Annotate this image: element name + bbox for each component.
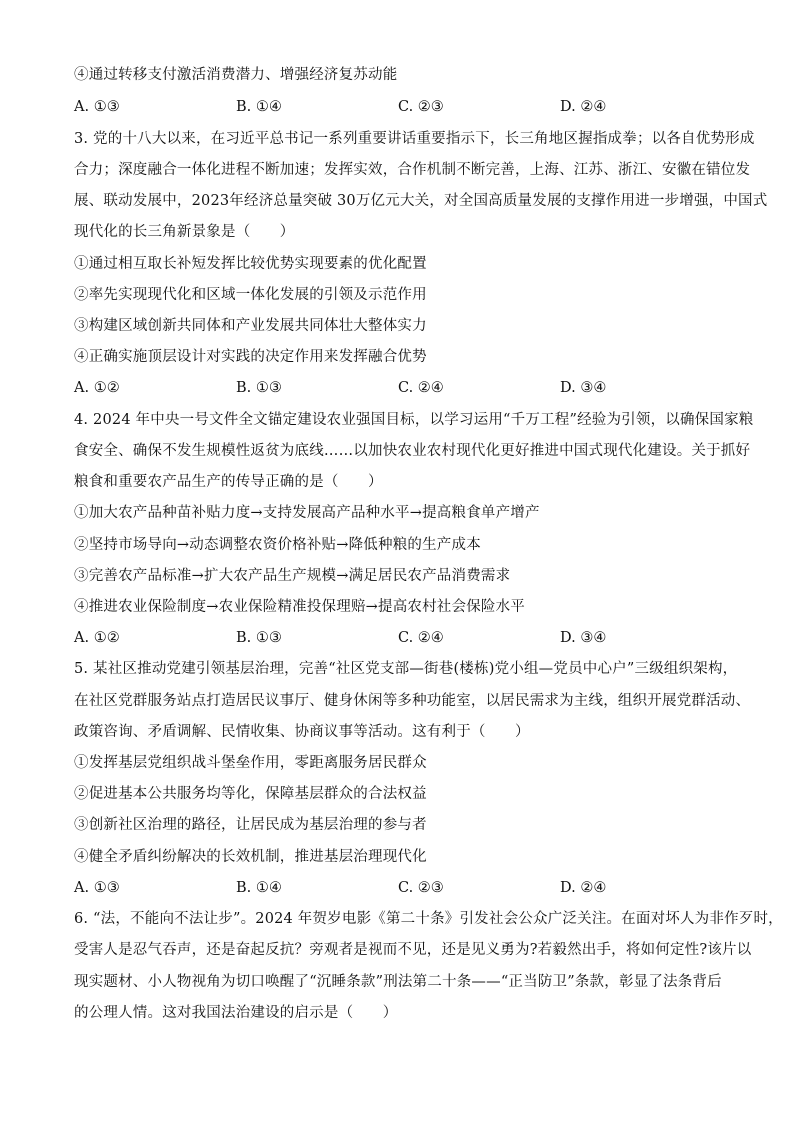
q5-options [74, 878, 734, 898]
q4-statement-1: ①加大农产品种苗补贴力度→支持发展高产品种水平→提高粮食单产增产 [74, 505, 540, 521]
q3-stem-line-4: 现代化的长三角新景象是（ ） [74, 224, 295, 240]
q4-option-a[interactable]: A. ①② [74, 630, 120, 646]
q4-option-b[interactable]: B. ①③ [236, 630, 282, 646]
q4-stem-line-1: 4. 2024 年中央一号文件全文锚定建设农业强国目标，以学习运用“千万工程”经验为引领，以确保国家粮 [74, 412, 754, 428]
q4-stem-line-3: 粮食和重要农产品生产的传导正确的是（ ） [74, 474, 383, 490]
q3-statement-1: ①通过相互取长补短发挥比较优势实现要素的优化配置 [74, 256, 427, 272]
q4-option-d[interactable]: D. ③④ [560, 630, 607, 646]
q4-options [74, 628, 734, 648]
q5-option-d[interactable]: D. ②④ [560, 880, 607, 896]
q6-stem-line-3: 现实题材、小人物视角为切口唤醒了“沉睡条款”刑法第二十条——“正当防卫”条款，彰显了法条背后 [74, 974, 722, 990]
q4-statement-3: ③完善农产品标准→扩大农产品生产规模→满足居民农产品消费需求 [74, 568, 511, 584]
q3-statement-3: ③构建区域创新共同体和产业发展共同体壮大整体实力 [74, 318, 427, 334]
q4-option-c[interactable]: C. ②④ [398, 630, 444, 646]
q3-options [74, 378, 734, 398]
q3-option-c[interactable]: C. ②④ [398, 380, 444, 396]
q5-stem-line-3: 政策咨询、矛盾调解、民情收集、协商议事等活动。这有利于（ ） [74, 724, 530, 740]
q2-option-b[interactable]: B. ①④ [236, 99, 282, 115]
q2-options [74, 97, 734, 117]
q5-option-c[interactable]: C. ②③ [398, 880, 444, 896]
q5-statement-4: ④健全矛盾纠纷解决的长效机制，推进基层治理现代化 [74, 849, 427, 865]
q4-stem-line-2: 食安全、确保不发生规模性返贫为底线……以加快农业农村现代化更好推进中国式现代化建设。关于抓好 [74, 443, 751, 459]
q5-option-a[interactable]: A. ①③ [74, 880, 120, 896]
q5-statement-2: ②促进基本公共服务均等化，保障基层群众的合法权益 [74, 786, 427, 802]
q2-option-d[interactable]: D. ②④ [560, 99, 607, 115]
q4-statement-2: ②坚持市场导向→动态调整农资价格补贴→降低种粮的生产成本 [74, 537, 481, 553]
q4-statement-4: ④推进农业保险制度→农业保险精准投保理赔→提高农村社会保险水平 [74, 599, 525, 615]
q5-statement-1: ①发挥基层党组织战斗堡垒作用，零距离服务居民群众 [74, 755, 427, 771]
q2-option-c[interactable]: C. ②③ [398, 99, 444, 115]
q2-option-a[interactable]: A. ①③ [74, 99, 120, 115]
q5-stem-line-1: 5. 某社区推动党建引领基层治理，完善“社区党支部—街巷(楼栋)党小组—党员中心户”三级组织架构， [74, 661, 738, 677]
q5-statement-3: ③创新社区治理的路径，让居民成为基层治理的参与者 [74, 817, 427, 833]
q6-stem-line-1: 6. “法，不能向不法让步”。2024 年贺岁电影《第二十条》引发社会公众广泛关注。在面对坏人为非作歹时， [74, 911, 783, 927]
q5-stem-line-2: 在社区党群服务站点打造居民议事厅、健身休闲等多种功能室，以居民需求为主线，组织开展党群活动、 [74, 693, 751, 709]
q2-statement-4: ④通过转移支付激活消费潜力、增强经济复苏动能 [74, 67, 398, 83]
q3-option-d[interactable]: D. ③④ [560, 380, 607, 396]
q6-stem-line-4: 的公理人情。这对我国法治建设的启示是（ ） [74, 1005, 398, 1021]
q5-option-b[interactable]: B. ①④ [236, 880, 282, 896]
q3-stem-line-3: 展、联动发展中，2023年经济总量突破 30万亿元大关，对全国高质量发展的支撑作用进一步增强，中国式 [74, 193, 768, 209]
q6-stem-line-2: 受害人是忍气吞声，还是奋起反抗？旁观者是视而不见，还是见义勇为?若毅然出手，将如何定性?该片以 [74, 942, 752, 958]
q3-option-b[interactable]: B. ①③ [236, 380, 282, 396]
q3-stem-line-1: 3. 党的十八大以来，在习近平总书记一系列重要讲话重要指示下，长三角地区握指成拳；以各自优势形成 [74, 131, 755, 147]
q3-statement-2: ②率先实现现代化和区域一体化发展的引领及示范作用 [74, 287, 427, 303]
q3-stem-line-2: 合力；深度融合一体化进程不断加速；发挥实效，合作机制不断完善，上海、江苏、浙江、安徽在错位发 [74, 162, 751, 178]
q3-option-a[interactable]: A. ①② [74, 380, 120, 396]
q3-statement-4: ④正确实施顶层设计对实践的决定作用来发挥融合优势 [74, 349, 427, 365]
